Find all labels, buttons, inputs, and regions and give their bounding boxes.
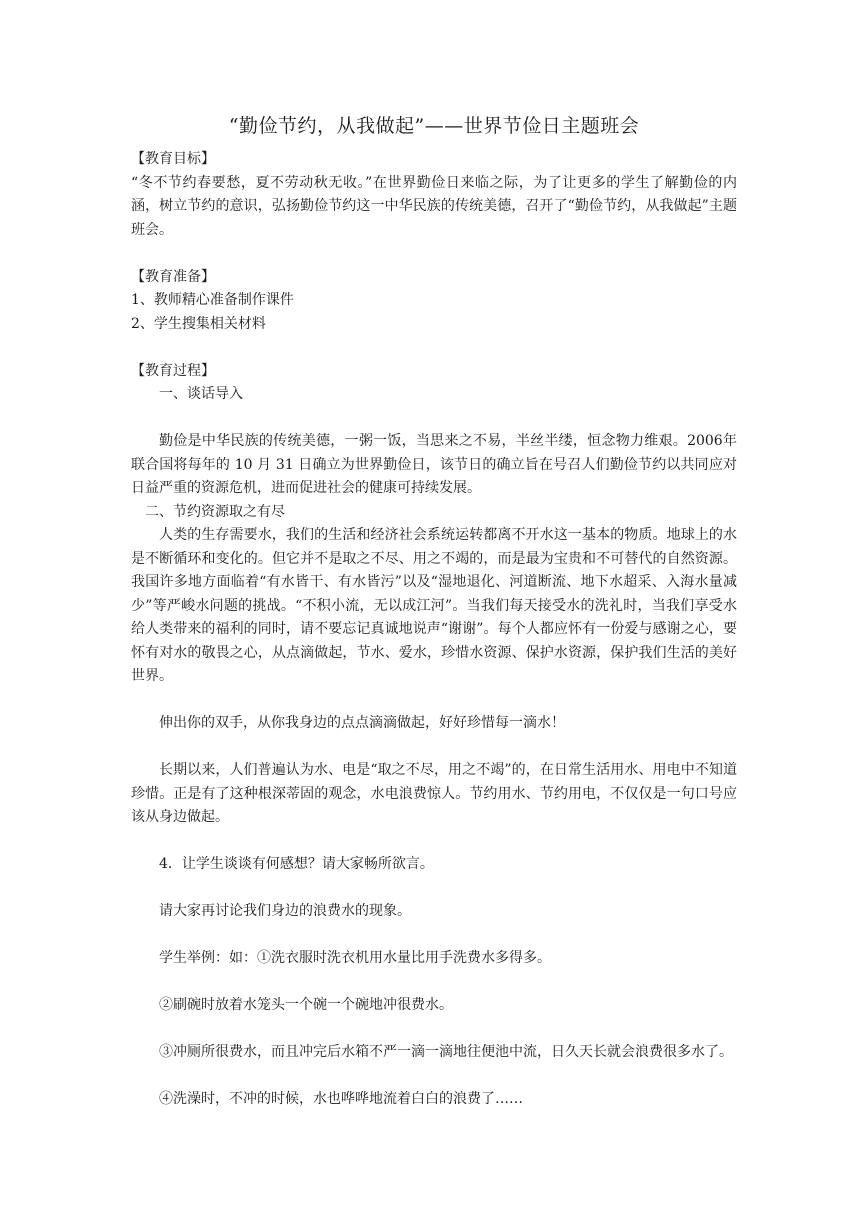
spacer	[131, 336, 737, 360]
page-title: “勤俭节约，从我做起”——世界节俭日主题班会	[228, 115, 640, 137]
longterm-paragraph: 长期以来，人们普遍认为水、电是“取之不尽，用之不竭”的，在日常生活用水、用电中不知道珍惜。正是有了这种根深蒂固的观念，水电浪费惊人。节约用水、节约用电，不仅仅是一句口号应该从身边做起。	[131, 762, 737, 825]
question-4-paragraph: 4．让学生谈谈有何感想？请大家畅所欲言。	[159, 856, 434, 872]
goal-paragraph: “冬不节约春要愁，夏不劳动秋无收。”在世界勤俭日来临之际，为了让更多的学生了解勤俭的内涵，树立节约的意识，弘扬勤俭节约这一中华民族的传统美德，召开了“勤俭节约，从我做起”主题班会。	[131, 174, 737, 238]
spacer	[131, 242, 737, 266]
spacer	[131, 407, 737, 431]
spacer	[131, 877, 737, 901]
process-heading: 【教育过程】	[131, 362, 215, 379]
spacer	[131, 1018, 737, 1042]
section1-title: 一、谈话导入	[159, 386, 243, 402]
document-page	[131, 112, 737, 1112]
prep-item-2: 2、学生搜集相关材料	[131, 315, 266, 332]
spacer	[131, 971, 737, 995]
discuss-paragraph: 请大家再讨论我们身边的浪费水的现象。	[159, 903, 411, 919]
section1-paragraph: 勤俭是中华民族的传统美德，一粥一饭，当思来之不易，半丝半缕，恒念物力维艰。2006年联合国将每年的 10 月 31 日确立为世界勤俭日，该节日的确立旨在号召人们勤俭节约以共同应对日益严重的资源危机，进而促进社会的健康可持续发展。	[131, 433, 737, 496]
spacer	[131, 1065, 737, 1089]
spacer	[131, 689, 737, 713]
goal-heading: 【教育目标】	[131, 151, 215, 167]
prep-item-1: 1、教师精心准备制作课件	[131, 292, 294, 308]
example-2: ②刷碗时放着水笼头一个碗一个碗地冲很费水。	[159, 997, 453, 1013]
prep-heading: 【教育准备】	[131, 268, 215, 285]
example-4: ④洗澡时，不冲的时候，水也哗哗地流着白白的浪费了……	[159, 1091, 523, 1107]
spacer	[131, 830, 737, 854]
spacer	[131, 736, 737, 760]
section2-title: 二、节约资源取之有尽	[145, 503, 285, 520]
hands-paragraph: 伸出你的双手，从你我身边的点点滴滴做起，好好珍惜每一滴水！	[159, 715, 565, 731]
spacer	[131, 924, 737, 948]
example-3: ③冲厕所很费水，而且冲完后水箱不严一滴一滴地往便池中流，日久天长就会浪费很多水了。	[159, 1044, 733, 1060]
section2-paragraph: 人类的生存需要水，我们的生活和经济社会系统运转都离不开水这一基本的物质。地球上的水是不断循环和变化的。但它并不是取之不尽、用之不竭的，而是最为宝贵和不可替代的自然资源。我国许多地方面临着“有水皆干、有水皆污”以及“湿地退化、河道断流、地下水超采、入海水量减少”等严峻水问题的挑战。“不积小流，无以成江河”。当我们每天接受水的洗礼时，当我们享受水给人类带来的福利的同时，请不要忘记真诚地说声“谢谢”。每个人都应怀有一份爱与感谢之心，要怀有对水的敬畏之心，从点滴做起，节水、爱水，珍惜水资源、保护水资源，保护我们生活的美好世界。	[131, 527, 737, 684]
examples-paragraph: 学生举例：如：①洗衣服时洗衣机用水量比用手洗费水多得多。	[159, 950, 551, 966]
